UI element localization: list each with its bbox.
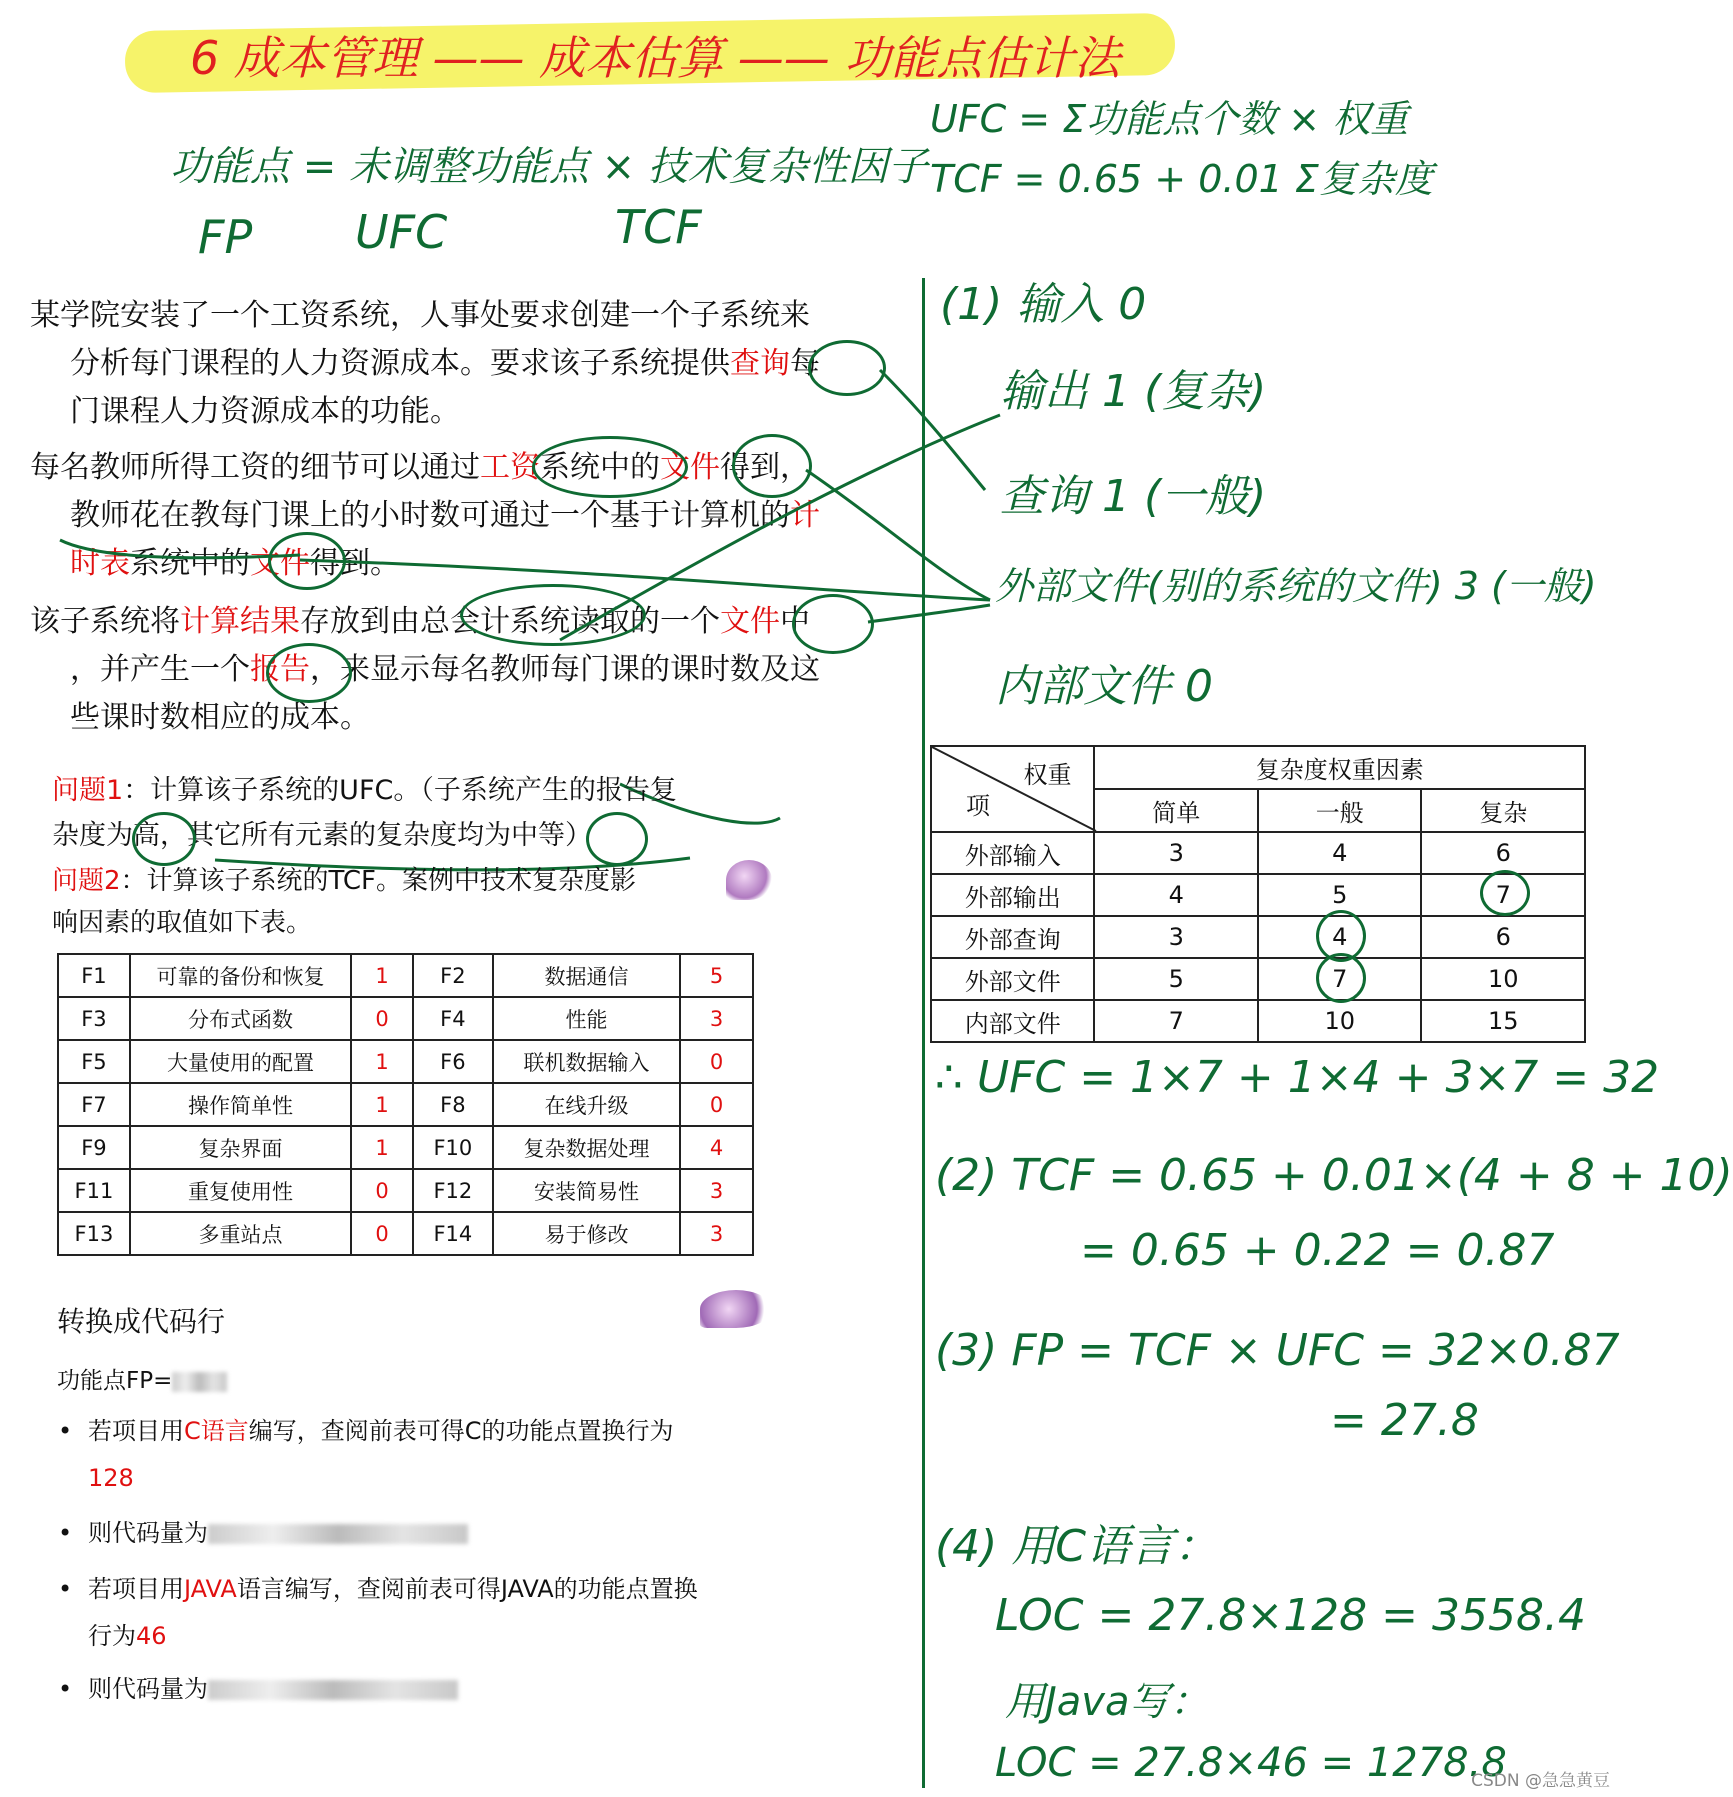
question-line: 响因素的取值如下表。 bbox=[52, 908, 313, 938]
factor-name-cell: 操作简单性 bbox=[130, 1083, 351, 1126]
factor-value-cell: 0 bbox=[351, 1169, 413, 1212]
weight-value-cell: 7 bbox=[1421, 874, 1585, 916]
factor-table-row bbox=[58, 997, 753, 1040]
weight-value-cell: 3 bbox=[1094, 916, 1257, 958]
factor-name-cell: 易于修改 bbox=[493, 1212, 680, 1255]
handwritten-ufc-definition: UFC = Σ功能点个数 × 权重 bbox=[930, 97, 1409, 141]
factor-name-cell: 可靠的备份和恢复 bbox=[130, 954, 351, 997]
weight-row-label: 外部输出 bbox=[931, 874, 1094, 916]
conversion-bullet-4: • 则代码量为 bbox=[58, 1666, 778, 1713]
factor-name-cell: 联机数据输入 bbox=[493, 1040, 680, 1083]
decorative-swirl-image bbox=[700, 1290, 772, 1328]
blurred-value bbox=[172, 1372, 227, 1392]
factor-value-cell: 0 bbox=[351, 997, 413, 1040]
weight-value-cell: 7 bbox=[1258, 958, 1422, 1000]
solution-ufc: ∴ UFC = 1×7 + 1×4 + 3×7 = 32 bbox=[935, 1052, 1660, 1103]
solution-fp-line2: = 27.8 bbox=[1330, 1395, 1479, 1446]
solution-loc-c: LOC = 27.8×128 = 3558.4 bbox=[995, 1590, 1586, 1641]
handwritten-abbr-ufc: UFC bbox=[355, 205, 448, 259]
factor-id-cell: F6 bbox=[413, 1040, 493, 1083]
weight-value-cell: 7 bbox=[1094, 1000, 1257, 1042]
blurred-value bbox=[208, 1524, 468, 1544]
factor-id-cell: F13 bbox=[58, 1212, 130, 1255]
factor-name-cell: 重复使用性 bbox=[130, 1169, 351, 1212]
annotation-circle bbox=[132, 812, 196, 866]
question-line: 杂度为高，其它所有元素的复杂度均为中等） bbox=[52, 820, 592, 851]
handwritten-abbr-tcf: TCF bbox=[615, 200, 702, 254]
factor-id-cell: F11 bbox=[58, 1169, 130, 1212]
factor-value-cell: 4 bbox=[680, 1126, 753, 1169]
weight-value-cell: 3 bbox=[1094, 832, 1257, 874]
connector-line bbox=[300, 560, 990, 600]
factor-value-cell: 0 bbox=[680, 1040, 753, 1083]
case-line: 门课程人力资源成本的功能。 bbox=[70, 394, 460, 429]
handwritten-tcf-definition: TCF = 0.65 + 0.01 Σ复杂度 bbox=[930, 157, 1433, 201]
connector-line bbox=[880, 370, 985, 490]
factor-name-cell: 多重站点 bbox=[130, 1212, 351, 1255]
weight-value-cell: 15 bbox=[1421, 1000, 1585, 1042]
solution-loc-c-heading: (4) 用C语言： bbox=[935, 1521, 1219, 1572]
factor-value-cell: 1 bbox=[351, 1083, 413, 1126]
factor-value-cell: 0 bbox=[680, 1083, 753, 1126]
factor-table-row bbox=[58, 954, 753, 997]
weight-row-label: 外部查询 bbox=[931, 916, 1094, 958]
connector-line bbox=[60, 540, 300, 558]
factor-name-cell: 数据通信 bbox=[493, 954, 680, 997]
factor-id-cell: F4 bbox=[413, 997, 493, 1040]
factor-id-cell: F2 bbox=[413, 954, 493, 997]
weight-value-cell: 4 bbox=[1258, 832, 1422, 874]
solution-loc-java: LOC = 27.8×46 = 1278.8 bbox=[995, 1740, 1507, 1786]
case-line: 每名教师所得工资的细节可以通过工资系统中的文件得到， bbox=[30, 450, 810, 485]
factor-value-cell: 5 bbox=[680, 954, 753, 997]
solution-tcf-line2: = 0.65 + 0.22 = 0.87 bbox=[1080, 1225, 1555, 1276]
conversion-heading: 转换成代码行 bbox=[57, 1305, 226, 1338]
weight-column-header: 一般 bbox=[1258, 789, 1422, 832]
handwritten-note-internal-file: 内部文件 0 bbox=[995, 661, 1213, 712]
factor-table-row bbox=[58, 1083, 753, 1126]
watermark: CSDN @急急黄豆 bbox=[1471, 1771, 1610, 1791]
connector-line bbox=[868, 605, 990, 622]
factor-name-cell: 安装简易性 bbox=[493, 1169, 680, 1212]
factor-value-cell: 0 bbox=[351, 1212, 413, 1255]
connector-line bbox=[560, 415, 1000, 640]
factor-name-cell: 复杂数据处理 bbox=[493, 1126, 680, 1169]
blurred-value bbox=[208, 1680, 458, 1700]
factor-name-cell: 在线升级 bbox=[493, 1083, 680, 1126]
weight-column-header: 简单 bbox=[1094, 789, 1257, 832]
factor-name-cell: 分布式函数 bbox=[130, 997, 351, 1040]
corner-top-label: 权重 bbox=[1023, 761, 1072, 789]
case-line: 分析每门课程的人力资源成本。要求该子系统提供查询每 bbox=[70, 346, 820, 381]
conversion-bullet-1: • 若项目用C语言编写，查阅前表可得C的功能点置换行为 128 bbox=[58, 1417, 674, 1492]
factor-value-cell: 3 bbox=[680, 1212, 753, 1255]
factor-id-cell: F3 bbox=[58, 997, 130, 1040]
factor-value-cell: 3 bbox=[680, 997, 753, 1040]
handwritten-note-output: 输出 1 (复杂) bbox=[1000, 366, 1267, 417]
weight-value-cell: 6 bbox=[1421, 832, 1585, 874]
weight-table-row bbox=[931, 1000, 1585, 1042]
factor-id-cell: F8 bbox=[413, 1083, 493, 1126]
case-line: 些课时数相应的成本。 bbox=[70, 700, 370, 735]
handwritten-title: 6 成本管理 —— 成本估算 —— 功能点估计法 bbox=[190, 31, 1121, 85]
weight-value-cell: 6 bbox=[1421, 916, 1585, 958]
factor-name-cell: 大量使用的配置 bbox=[130, 1040, 351, 1083]
case-line: 时表系统中的文件得到。 bbox=[70, 546, 400, 581]
weight-table-corner bbox=[931, 746, 1094, 832]
weight-value-cell: 4 bbox=[1258, 916, 1422, 958]
factor-id-cell: F10 bbox=[413, 1126, 493, 1169]
factor-value-cell: 1 bbox=[351, 954, 413, 997]
handwritten-note-query: 查询 1 (一般) bbox=[1000, 471, 1267, 522]
case-line: 该子系统将计算结果存放到由总会计系统读取的一个文件中 bbox=[30, 604, 810, 639]
factor-value-cell: 1 bbox=[351, 1126, 413, 1169]
factor-table-row bbox=[58, 1212, 753, 1255]
weight-column-header: 复杂 bbox=[1421, 789, 1585, 832]
case-line: 某学院安装了一个工资系统，人事处要求创建一个子系统来 bbox=[30, 298, 810, 333]
weight-group-header: 复杂度权重因素 bbox=[1094, 746, 1585, 789]
fp-label: 功能点FP= bbox=[57, 1362, 227, 1395]
factor-name-cell: 复杂界面 bbox=[130, 1126, 351, 1169]
weight-value-cell: 5 bbox=[1094, 958, 1257, 1000]
handwritten-note-input: (1) 输入 0 bbox=[940, 279, 1147, 330]
factor-id-cell: F5 bbox=[58, 1040, 130, 1083]
factor-id-cell: F1 bbox=[58, 954, 130, 997]
factor-table-row bbox=[58, 1040, 753, 1083]
handwritten-abbr-fp: FP bbox=[198, 210, 253, 264]
annotation-circle bbox=[1316, 953, 1366, 1003]
factor-id-cell: F12 bbox=[413, 1169, 493, 1212]
factor-id-cell: F9 bbox=[58, 1126, 130, 1169]
weight-value-cell: 5 bbox=[1258, 874, 1422, 916]
weight-row-label: 内部文件 bbox=[931, 1000, 1094, 1042]
factor-table-row bbox=[58, 1126, 753, 1169]
question-line: 问题2：计算该子系统的TCF。案例中技术复杂度影 bbox=[52, 866, 637, 896]
decorative-swirl-image bbox=[726, 860, 772, 900]
weight-table-row bbox=[931, 958, 1585, 1000]
factor-id-cell: F7 bbox=[58, 1083, 130, 1126]
weight-value-cell: 10 bbox=[1258, 1000, 1422, 1042]
solution-fp-line1: (3) FP = TCF × UFC = 32×0.87 bbox=[935, 1325, 1620, 1376]
factor-name-cell: 性能 bbox=[493, 997, 680, 1040]
question-2 bbox=[52, 860, 772, 944]
solution-tcf-line1: (2) TCF = 0.65 + 0.01×(4 + 8 + 10) bbox=[935, 1150, 1733, 1201]
factor-value-cell: 3 bbox=[680, 1169, 753, 1212]
handwritten-note-external-file: 外部文件(别的系统的文件) 3 (一般) bbox=[995, 564, 1597, 608]
handwritten-fp-formula: 功能点 = 未调整功能点 × 技术复杂性因子 bbox=[170, 144, 928, 190]
annotation-circle bbox=[1480, 870, 1530, 916]
weight-row-label: 外部文件 bbox=[931, 958, 1094, 1000]
weight-value-cell: 4 bbox=[1094, 874, 1257, 916]
case-line: ，并产生一个报告，来显示每名教师每门课的课时数及这 bbox=[70, 652, 820, 687]
factor-table-row bbox=[58, 1169, 753, 1212]
technical-factor-table bbox=[57, 953, 754, 1256]
factor-value-cell: 1 bbox=[351, 1040, 413, 1083]
annotation-circle bbox=[586, 812, 648, 866]
weight-table-row bbox=[931, 916, 1585, 958]
corner-bottom-label: 项 bbox=[966, 792, 990, 820]
factor-id-cell: F14 bbox=[413, 1212, 493, 1255]
conversion-bullet-2: • 则代码量为 bbox=[58, 1510, 778, 1557]
weight-value-cell: 10 bbox=[1421, 958, 1585, 1000]
question-line: 问题1：计算该子系统的UFC。（子系统产生的报告复 bbox=[52, 775, 677, 806]
connector-line bbox=[806, 470, 990, 600]
solution-loc-java-heading: 用Java写： bbox=[1005, 1679, 1210, 1725]
conversion-bullet-3: • 若项目用JAVA语言编写，查阅前表可得JAVA的功能点置换 行为46 bbox=[58, 1575, 698, 1650]
weight-table-row bbox=[931, 832, 1585, 874]
case-line: 教师花在教每门课上的小时数可通过一个基于计算机的计 bbox=[70, 498, 820, 533]
weight-row-label: 外部输入 bbox=[931, 832, 1094, 874]
